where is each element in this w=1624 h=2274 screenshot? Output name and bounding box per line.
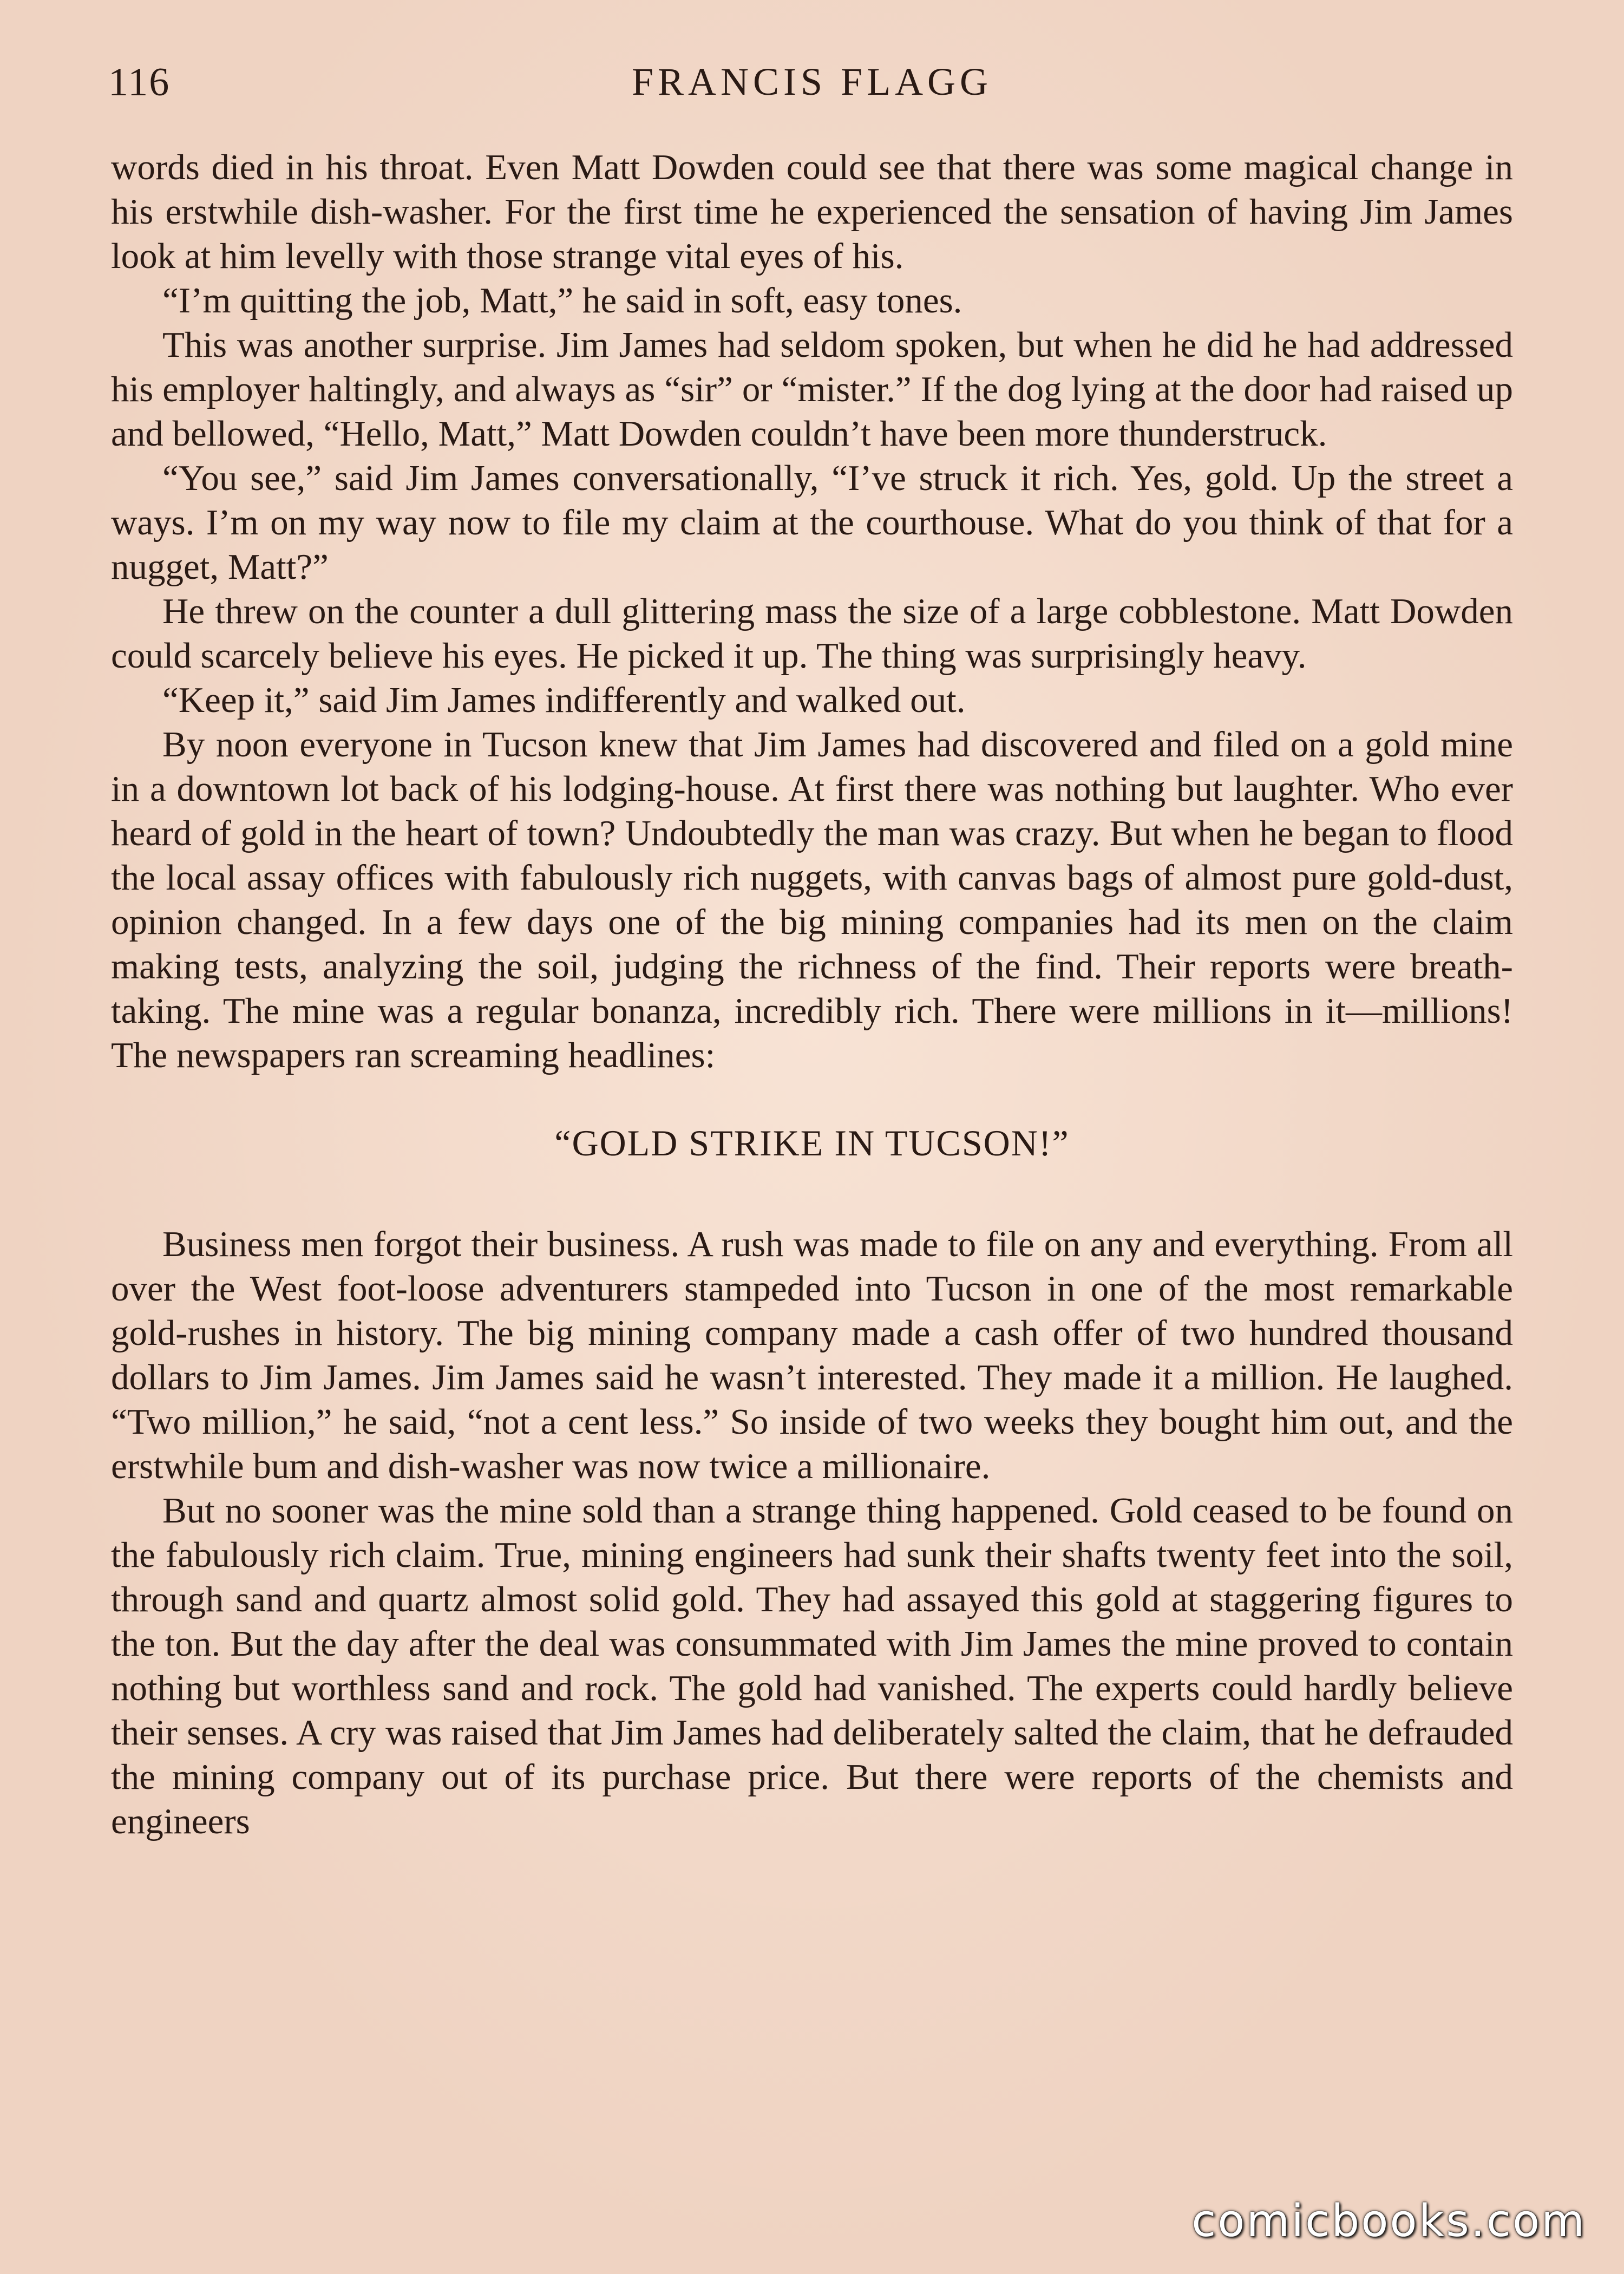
site-watermark: comicbooks.com [1191,2195,1586,2247]
page-header [108,60,1516,125]
paragraph-8: Business men forgot their business. A rush was made to file on any and everything. From all over the West foot-loose adventurers stampeded into Tucson in one of the most remarkable gold-rushes in history. The big mining company made a cash offer of two hundred thousand dollars to Jim James. Jim James said he wasn’t interested. They made it a million. He laughed. “Two million,” he said, “not a cent less.” So inside of two weeks they bought him out, and the erstwhile bum and dish-washer was now twice a millionaire. [111,1224,1513,1486]
body-text [111,145,1513,1844]
paragraph-4: “You see,” said Jim James conversationally, “I’ve struck it rich. Yes, gold. Up the street a ways. I’m on my way now to file my claim at the courthouse. What do you think of that for a nugget, Matt?” [111,458,1513,587]
paragraph-6: “Keep it,” said Jim James indifferently and walked out. [162,680,966,720]
page-number: 116 [108,60,171,104]
paragraph-9: But no sooner was the mine sold than a strange thing happened. Gold ceased to be found on the fabulously rich claim. True, mining engineers had sunk their shafts twenty feet into the soil, through sand and quartz almost solid gold. They had assayed this gold at staggering figures to the ton. But the day after the deal was consummated with Jim James the mine proved to contain nothing but worthless sand and rock. The gold had vanished. The experts could hardly believe their senses. A cry was raised that Jim James had deliberately salted the claim, that he defrauded the mining company out of its purchase price. But there were reports of the chemists and engineers [111,1491,1513,1841]
paragraph-1: words died in his throat. Even Matt Dowden could see that there was some magical change in his erstwhile dish-washer. For the first time he experienced the sensation of having Jim James look at him levelly with those strange vital eyes of his. [111,147,1513,276]
paragraph-2: “I’m quitting the job, Matt,” he said in soft, easy tones. [162,280,962,321]
running-head: FRANCIS FLAGG [631,60,993,103]
newspaper-headline: “GOLD STRIKE IN TUCSON!” [554,1122,1070,1164]
paragraph-7: By noon everyone in Tucson knew that Jim James had discovered and filed on a gold mine in a downtown lot back of his lodging-house. At first there was nothing but laughter. Who ever heard of gold in the heart of town? Undoubtedly the man was crazy. But when he began to flood the local assay offices with fabulously rich nuggets, with canvas bags of almost pure gold-dust, opinion changed. In a few days one of the big mining companies had its men on the claim making tests, analyzing the soil, judging the richness of the find. Their reports were breath-taking. The mine was a regular bonanza, incredibly rich. There were millions in it—millions! The newspapers ran screaming headlines: [111,724,1513,1075]
paragraph-5: He threw on the counter a dull glittering mass the size of a large cobblestone. Matt Dowden could scarcely believe his eyes. He picked it up. The thing was surprisingly heavy. [111,591,1513,676]
paragraph-3: This was another surprise. Jim James had seldom spoken, but when he did he had addressed his employer haltingly, and always as “sir” or “mister.” If the dog lying at the door had raised up and bellowed, “Hello, Matt,” Matt Dowden couldn’t have been more thunderstruck. [111,325,1513,454]
